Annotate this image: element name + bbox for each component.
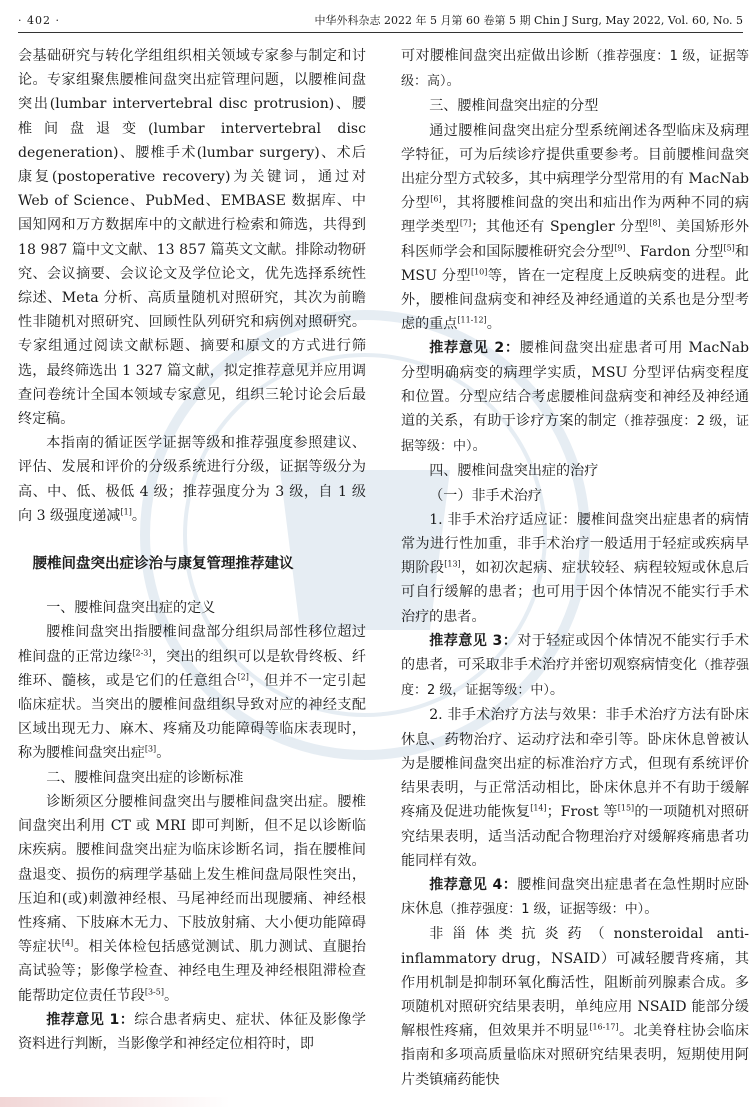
recommendation-label: 推荐意见 1： [46,1011,135,1028]
citation: [1] [120,507,132,517]
recommendation-3 [401,629,749,704]
page-number: · 402 · [18,13,60,27]
classification-paragraph [401,119,749,337]
grading-paragraph [18,431,366,528]
citation: [8] [649,218,661,228]
citation: [9] [614,242,626,252]
citation: [14] [530,803,547,813]
text: ；其他还有 Spengler 分型 [471,219,650,236]
text: ，但并不一定引起临床症状。当突出的腰椎间盘组织导致对应的神经支配区域出现无力、麻木、疼痛及功能障碍等临床表现时，称为腰椎间盘突出症 [18,672,367,762]
citation: [2-3] [132,647,152,657]
punct: 。 [549,682,564,699]
citation: [13] [444,559,461,569]
citation: [3] [144,744,157,754]
recommendation-1 [18,1008,366,1056]
text: 非甾体类抗炎药（nonsteroidal anti-inflammatory drug，NSAID）可减轻腰背疼痛，其作用机制是抑制环氧化酶活性，阻断前列腺素合成。多项随机对照研究结果表明，单纯应用 NSAID 能部分缓解根性疼痛，但效果并不明显 [401,926,749,1040]
recommendation-label: 推荐意见 4： [429,876,518,893]
method-paragraph: 会基础研究与转化学组组织相关领域专家参与制定和讨论。专家组聚焦腰椎间盘突出症管理问题，以腰椎间盘突出(lumbar intervertebral disc protrusion)、腰椎间盘退变(lumbar intervertebral disc degeneration)、腰椎手术(lumbar surgery)、术后康复(postoperative recovery)为关键词，通过对 Web of Science、PubMed、EMBASE 数据库、中国知网和万方数据库中的文献进行检索和筛选，共得到 18 987 篇中文文献、13 857 篇英文文献。排除动物研究、会议摘要、会议论文及学位论文，优先选择系统性综述、Meta 分析、高质量随机对照研究，其次为前瞻性非随机对照研究、回顾性队列研究和病例对照研究。专家组通过阅读文献标题、摘要和原文的方式进行筛选，最终筛选出 1 327 篇文献，拟定推荐意见并应用调查问卷统计全国本领域专家意见，组织三轮讨论会后最终定稿。 [18,48,366,428]
text: 1. 非手术治疗适应证：腰椎间盘突出症患者的病情常为进行性加重，非手术治疗一般适用于轻症或疾病早期阶段 [401,511,749,577]
recommendation-text: 腰椎间盘突出症患者可用 MacNab 分型明确病变的病理学实质，MSU 分型评估病变程度和位置。分型应结合考虑腰椎间盘病变和神经及神经通道的关系，有助于诊疗方案的制定 [401,340,749,430]
citation: [5] [723,242,735,252]
citation: [15] [617,803,635,813]
subsection-heading-diagnosis: 二、腰椎间盘突出症的诊断标准 [46,769,244,786]
punct: 。 [486,316,501,333]
text: ，其将腰椎间盘的突出和疝出作为两种不同的病理学类型 [401,195,750,236]
text: 等，皆在一定程度上反映病变的进程。此外，腰椎间盘病变和神经及神经通道的关系也是分型考虑的重点 [401,267,749,333]
punct: 。 [163,987,179,1004]
punct: 。 [156,745,171,762]
punct: 。 [644,901,659,918]
subsection-heading-nonsurgical: （一）非手术治疗 [429,487,542,504]
section-heading: 腰椎间盘突出症诊治与康复管理推荐建议 [32,556,294,573]
text: 腰椎间盘突出指腰椎间盘部分组织局部性移位超过椎间盘的正常边缘 [18,624,366,665]
citation: [3-5] [144,986,164,996]
grade: （推荐强度：2 级，证据等级：中） [401,414,750,455]
text: 。相关体检包括感觉测试、肌力测试、直腿抬高试验等；影像学检查、神经电生理及神经根阻滞检查能帮助定位责任节段 [18,939,367,1004]
text: 诊断须区分腰椎间盘突出与腰椎间盘突出症。腰椎间盘突出利用 CT 或 MRI 即可判断，但不足以诊断临床疾病。腰椎间盘突出症为临床诊断名词，指在腰椎间盘退变、损伤的病理学基础上发生椎间盘局限性突出，压迫和(或)刺激神经根、马尾神经而出现腰痛、神经根性疼痛、下肢麻木无力、下肢放射痛、大小便功能障碍等症状 [18,793,366,956]
left-column [18,44,366,1056]
citation: [11-12] [457,315,487,325]
recommendation-label: 推荐意见 3： [429,632,518,649]
indication-paragraph [401,508,749,629]
running-header [18,8,743,33]
recommendation-text: 对于轻症或因个体情况不能实行手术的患者，可采取非手术治疗并密切观察病情变化 [401,632,750,674]
subsection-heading-classification: 三、腰椎间盘突出症的分型 [429,98,599,115]
punct: 。 [446,73,461,90]
recommendation-text: 综合患者病史、症状、体征及影像学资料进行判断，当影像学和神经定位相符时，即 [18,1011,367,1052]
text: ，如初次起病、症状较轻、病程较短或休息后可自行缓解的患者；也可用于因个体情况不能实行手术治疗的患者。 [401,560,749,625]
journal-citation: 中华外科杂志 2022 年 5 月第 60 卷第 5 期 Chin J Surg, May 2022, Vol. 60, No. 5 [314,14,743,27]
text: 2. 非手术治疗方法与效果：非手术治疗方法有卧床休息、药物治疗、运动疗法和牵引等。卧床休息曾被认为是腰椎间盘突出症的标准治疗方式，但现有系统评价结果表明，与正常活动相比，卧床休息并不有助于缓解疼痛及促进功能恢复 [401,707,749,821]
text: 和 MSU 分型 [401,243,750,284]
text: 的一项随机对照研究结果表明，适当活动配合物理治疗对缓解疼痛患者功能同样有效。 [401,804,750,869]
definition-paragraph [18,620,366,765]
citation: [4] [61,938,74,948]
text: ；Frost 等 [546,804,618,821]
text: ，突出的组织可以是软骨终板、纤维环、髓核，或是它们的任意组合 [18,648,366,689]
citation: [16-17] [589,1022,619,1032]
grade: （推荐强度：1 级，证据等级：中） [443,902,645,918]
text: 通过腰椎间盘突出症分型系统阐述各型临床及病理学特征，可为后续诊疗提供重要参考。目前腰椎间盘突出症分型方式较多，其中病理学分型常用的有 MacNab 分型 [401,122,749,212]
citation: [2] [237,672,249,682]
punct: 。 [131,507,146,524]
grade: （推荐强度：2 级，证据等级：中） [401,658,749,699]
recommendation-1-continued [401,44,749,94]
subsection-heading-treatment: 四、腰椎间盘突出症的治疗 [429,463,599,480]
citation: [10] [470,267,488,277]
grade: （推荐强度：1 级，证据等级：高） [401,49,749,90]
diagnosis-paragraph [18,790,366,1008]
punct: 。 [472,438,487,455]
grading-text: 本指南的循证医学证据等级和推荐强度参照建议、评估、发展和评价的分级系统进行分级，证据等级分为高、中、低、极低 4 级；推荐强度分为 3 级，自 1 级向 3 级强度递减 [18,435,366,524]
citation: [7] [459,218,472,228]
recommendation-4 [401,873,749,922]
text: 、美国矫形外科医师学会和国际腰椎研究会分型 [401,219,750,260]
text: 。北美脊柱协会临床指南和多项高质量临床对照研究结果表明，短期使用阿片类镇痛药能快 [401,1023,750,1088]
text: 、Fardon 分型 [625,243,724,260]
text: 可对腰椎间盘突出症做出诊断 [401,48,590,64]
recommendation-label: 推荐意见 2： [429,340,520,357]
recommendation-2 [401,336,749,459]
methods-paragraph [401,703,749,872]
right-column [401,44,749,1092]
footer-decoration [0,1097,230,1107]
nsaid-paragraph [401,922,749,1091]
recommendation-text: 腰椎间盘突出症患者在急性期时应卧床休息 [401,876,750,918]
citation: [6] [430,194,442,204]
subsection-heading-definition: 一、腰椎间盘突出症的定义 [46,600,216,617]
